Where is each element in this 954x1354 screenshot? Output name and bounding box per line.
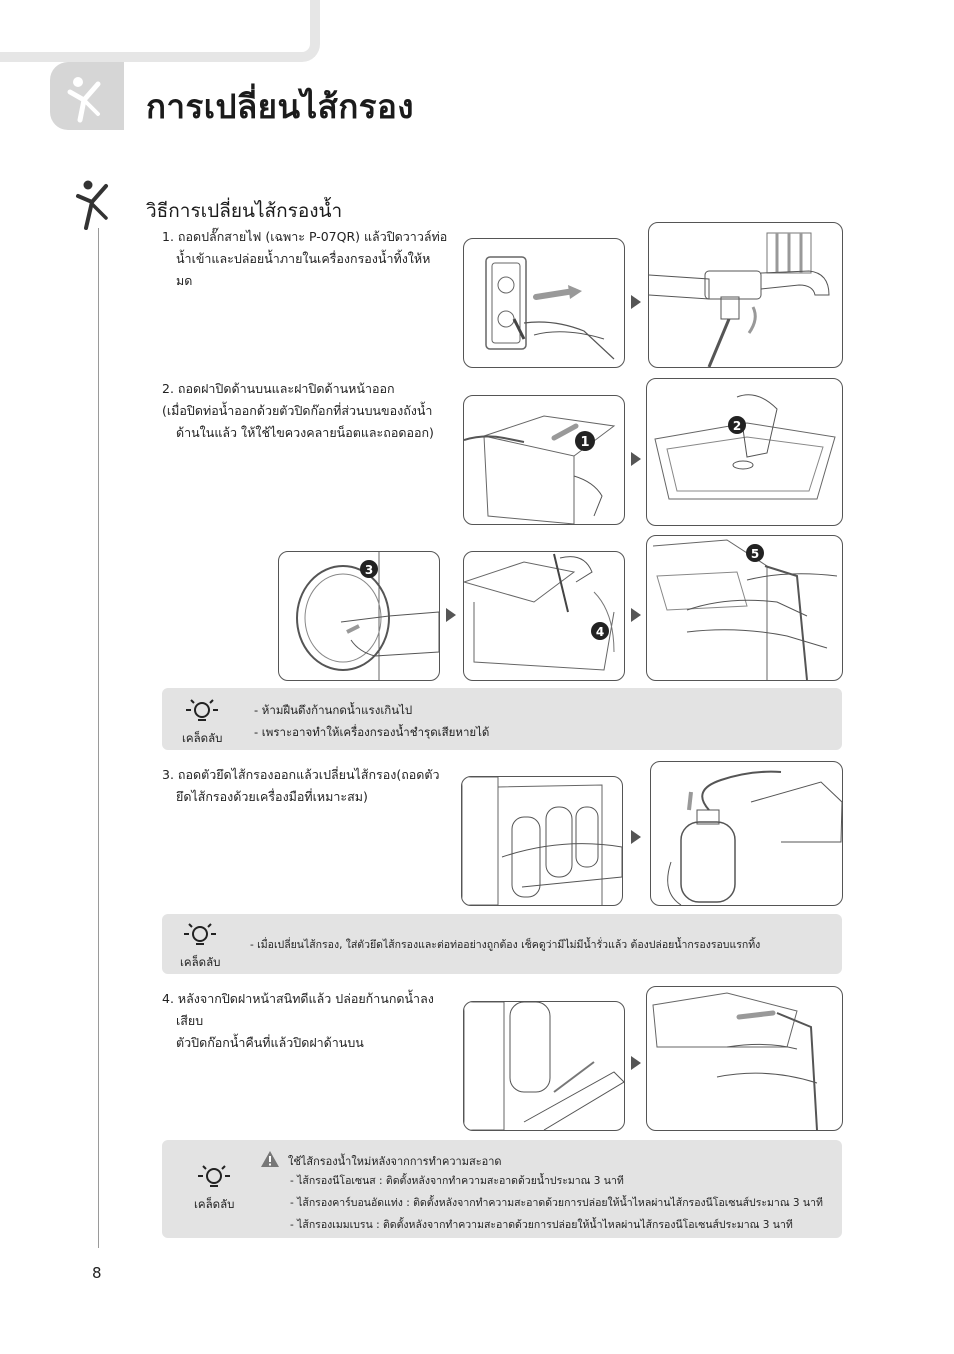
tip-label: เคล็ดลับ — [182, 731, 223, 745]
next-arrow-icon — [631, 608, 641, 622]
tip-3-line-1: - ไส้กรองนีโอเซนส : ติดตั้งหลังจากทำความสะอาดด้วยน้ำประมาณ 3 นาที — [290, 1175, 624, 1187]
tip-label: เคล็ดลับ — [194, 1197, 235, 1211]
illustration-remove-screw — [646, 378, 843, 526]
next-arrow-icon — [631, 452, 641, 466]
section-figure-icon — [72, 178, 118, 234]
page-number: 8 — [92, 1264, 102, 1282]
callout-4: 4 — [595, 625, 605, 639]
illustration-remove-top-cover — [463, 395, 625, 525]
tip-box-3 — [162, 1140, 842, 1238]
step-1-line-1: 1. ถอดปลั๊กสายไฟ (เฉพาะ P-07QR) แล้วปิดวาวล์ท่อ — [162, 229, 448, 244]
warning-icon — [260, 1150, 280, 1168]
illustration-front-panel — [278, 551, 440, 681]
step-3-text — [162, 764, 452, 808]
illustration-valve — [648, 222, 843, 368]
illustration-filter-housing — [461, 776, 623, 906]
section-logo — [50, 62, 124, 130]
tip-2-line-1: - เมื่อเปลี่ยนไส้กรอง, ใส่ตัวยึดไส้กรองและต่อท่ออย่างถูกต้อง เช็คดูว่ามีไม่มีน้ำรั่วแล้ว ต้องปล่อยน้ำกรองรอบแรกทิ้ง — [250, 939, 761, 951]
lightbulb-icon — [182, 696, 222, 726]
callout-2: 2 — [732, 419, 742, 433]
next-arrow-icon — [631, 830, 641, 844]
illustration-replace-filter — [650, 761, 843, 906]
tip-label: เคล็ดลับ — [180, 955, 221, 969]
illustration-reinsert-cap — [463, 1001, 625, 1131]
tip-3-line-3: - ไส้กรองเมมเบรน : ติดตั้งหลังจากทำความสะอาดด้วยการปล่อยให้น้ำไหลผ่านไส้กรองนีโอเซนส์ประมาณ 3 นาที — [290, 1219, 793, 1231]
lightbulb-icon — [194, 1162, 234, 1192]
tip-box-1 — [162, 688, 842, 750]
step-3-line-1: 3. ถอดตัวยึดไส้กรองออกแล้วเปลี่ยนไส้กรอง(ถอดตัว — [162, 767, 440, 782]
page-title: การเปลี่ยนไส้กรอง — [146, 87, 414, 126]
step-1-line-3: มด — [176, 273, 193, 288]
step-1-line-2: น้ำเข้าและปล่อยน้ำภายในเครื่องกรองน้ำทิ้งให้ห — [176, 251, 431, 266]
header-tab-frame — [0, 0, 320, 62]
illustration-close-cover — [646, 986, 843, 1131]
step-4-line-1: 4. หลังจากปิดฝาหน้าสนิทดีแล้ว ปล่อยก้านกดน้ำลง เสียบ — [162, 991, 434, 1028]
step-2-line-3: ด้านในแล้ว ให้ใช้ไขควงคลายน็อตและถอดออก) — [176, 425, 434, 440]
section-title: วิธีการเปลี่ยนไส้กรองน้ำ — [146, 200, 343, 222]
tip-3-line-2: - ไส้กรองคาร์บอนอัดแท่ง : ติดตั้งหลังจากทำความสะอาดด้วยการปล่อยให้น้ำไหลผ่านไส้กรองนีโอเซนส์ประมาณ 3 นาที — [290, 1197, 823, 1209]
callout-3: 3 — [364, 563, 374, 577]
illustration-screwdriver — [463, 551, 625, 681]
tip-1-line-2: - เพราะอาจทำให้เครื่องกรองน้ำชำรุดเสียหายได้ — [254, 725, 490, 739]
step-4-text — [162, 988, 452, 1054]
next-arrow-icon — [446, 608, 456, 622]
callout-5: 5 — [750, 547, 760, 561]
step-2-text — [162, 378, 452, 444]
tip-1-line-1: - ห้ามฝืนดึงก้านกดน้ำแรงเกินไป — [254, 703, 413, 717]
figure-logo-icon — [50, 62, 124, 130]
illustration-remove-front-cover — [646, 535, 843, 681]
next-arrow-icon — [631, 295, 641, 309]
step-2-line-1: 2. ถอดฝาปิดด้านบนและฝาปิดด้านหน้าออก — [162, 381, 395, 396]
next-arrow-icon — [631, 1056, 641, 1070]
step-1-text — [162, 226, 452, 292]
lightbulb-icon — [180, 920, 220, 950]
step-3-line-2: ยึดไส้กรองด้วยเครื่องมือที่เหมาะสม) — [176, 789, 368, 804]
tip-3-warning: ใช้ไส้กรองน้ำใหม่หลังจากการทำความสะอาด — [288, 1155, 502, 1168]
left-rule — [98, 228, 99, 1248]
step-2-line-2: (เมื่อปิดท่อน้ำออกด้วยตัวปิดก๊อกที่ส่วนบนของถังน้ำ — [162, 403, 433, 418]
tip-box-2 — [162, 914, 842, 974]
step-4-line-2: ตัวปิดก๊อกน้ำคืนที่แล้วปิดฝาด้านบน — [176, 1035, 364, 1050]
callout-1: 1 — [580, 435, 590, 450]
illustration-unplug — [463, 238, 625, 368]
